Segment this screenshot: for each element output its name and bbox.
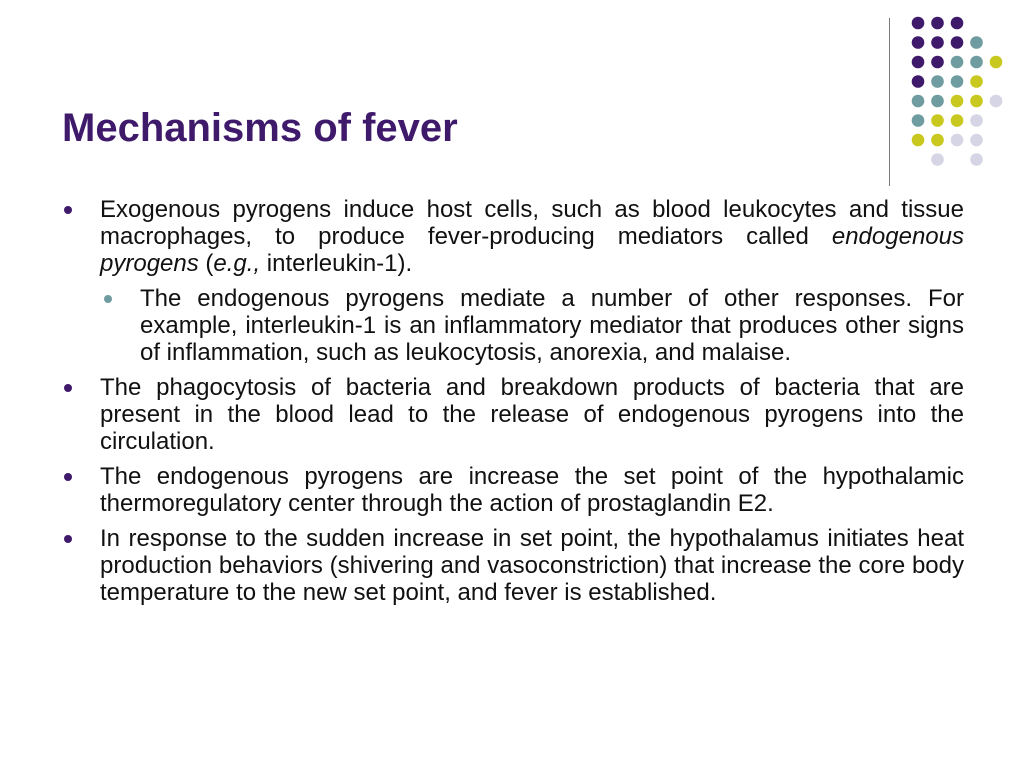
bullet-text: The phagocytosis of bacteria and breakdown products of bacteria that are present in the blood lead to the release of endogenous pyrogens into the circulation. bbox=[100, 374, 964, 455]
bullet-marker bbox=[64, 206, 72, 214]
sub-bullet-marker bbox=[104, 295, 112, 303]
decoration-dot bbox=[912, 56, 925, 69]
decoration-dot bbox=[990, 95, 1003, 108]
decoration-dot bbox=[912, 17, 925, 30]
decoration-dot bbox=[951, 17, 964, 30]
decoration-dot bbox=[970, 153, 983, 166]
bullet-item bbox=[62, 196, 964, 366]
decoration-dot bbox=[951, 75, 964, 88]
decoration-dot bbox=[912, 114, 925, 127]
bullet-marker bbox=[64, 384, 72, 392]
decoration-dot bbox=[931, 75, 944, 88]
bullet-text: The endogenous pyrogens are increase the set point of the hypothalamic thermoregulatory center through the action of prostaglandin E2. bbox=[100, 463, 964, 517]
decoration-dot bbox=[931, 114, 944, 127]
decoration-dot bbox=[931, 134, 944, 147]
decoration-dot bbox=[951, 95, 964, 108]
slide-title: Mechanisms of fever bbox=[62, 106, 458, 150]
decoration-dot bbox=[931, 56, 944, 69]
decoration-dot bbox=[970, 36, 983, 49]
italic-abbrev: e.g., bbox=[213, 250, 261, 277]
bullet-text: Exogenous pyrogens induce host cells, such as blood leukocytes and tissue macrophages, to produce fever-producing mediators called endogenous pyrogens (e.g., interleukin-1). bbox=[100, 196, 964, 277]
decoration-dot bbox=[931, 153, 944, 166]
decoration-dot bbox=[912, 75, 925, 88]
decoration-dot bbox=[951, 134, 964, 147]
decoration-dot bbox=[970, 75, 983, 88]
decoration-dot bbox=[970, 56, 983, 69]
bullet-text: In response to the sudden increase in set point, the hypothalamus initiates heat production behaviors (shivering and vasoconstriction) that increase the core body temperature to the new set point, and fever is established. bbox=[100, 525, 964, 606]
bullet-item bbox=[62, 463, 964, 517]
decoration-dot bbox=[912, 36, 925, 49]
decoration-dot bbox=[951, 56, 964, 69]
sub-bullet-list bbox=[100, 285, 964, 366]
bullet-marker bbox=[64, 473, 72, 481]
decoration-dot bbox=[970, 114, 983, 127]
decoration-dot bbox=[912, 95, 925, 108]
decoration-dot bbox=[931, 36, 944, 49]
decoration-dot bbox=[931, 95, 944, 108]
decoration-dot bbox=[970, 134, 983, 147]
decoration-dot bbox=[912, 134, 925, 147]
bullet-item bbox=[62, 525, 964, 606]
decoration-dot bbox=[931, 17, 944, 30]
decoration-dot bbox=[951, 36, 964, 49]
sub-bullet-text: The endogenous pyrogens mediate a number of other responses. For example, interleukin-1 is an inflammatory mediator that produces other signs of inflammation, such as leukocytosis, anorexia, and malaise. bbox=[140, 285, 964, 366]
decoration-dot bbox=[970, 95, 983, 108]
sub-bullet-item bbox=[100, 285, 964, 366]
bullet-list bbox=[62, 196, 964, 614]
italic-term: endogenous pyrogens bbox=[100, 223, 964, 277]
decoration-dot bbox=[990, 56, 1003, 69]
bullet-item bbox=[62, 374, 964, 455]
bullet-marker bbox=[64, 535, 72, 543]
decoration-dot bbox=[951, 114, 964, 127]
vertical-divider bbox=[889, 18, 890, 186]
